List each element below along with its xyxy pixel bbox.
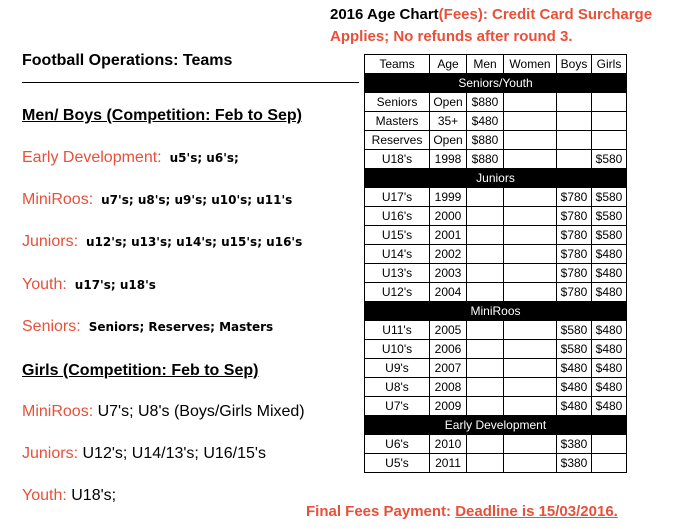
age-cell: 2009 [430,397,467,416]
title-divider [22,82,359,83]
boys-cell: $780 [557,245,592,264]
girls-cell [592,93,627,112]
page-title: Football Operations: Teams [22,52,233,69]
age-cell: 2011 [430,454,467,473]
girls-cell: $480 [592,264,627,283]
table-row [365,150,627,169]
category-label: MiniRoos: [22,191,94,208]
men-cell [467,397,504,416]
boys-cell: $580 [557,340,592,359]
girls-category-youth [22,487,116,505]
team-cell: Reserves [365,131,430,150]
women-cell [504,264,557,283]
girls-cell: $480 [592,359,627,378]
fees-note: (Fees): Credit Card Surcharge [438,6,653,23]
boys-category-seniors [22,318,273,336]
team-cell: U16's [365,207,430,226]
payment-label: Final Fees Payment: [306,503,456,520]
women-cell [504,188,557,207]
table-row [365,435,627,454]
column-header-women: Women [504,55,557,74]
men-cell [467,321,504,340]
category-label: Juniors: [22,233,79,250]
age-cell: 2003 [430,264,467,283]
men-cell: $480 [467,112,504,131]
women-cell [504,359,557,378]
table-row [365,454,627,473]
men-cell [467,226,504,245]
chart-title: 2016 Age Chart [330,6,439,23]
men-cell [467,435,504,454]
men-cell: $880 [467,150,504,169]
age-cell: 1999 [430,188,467,207]
section-row [365,74,627,93]
age-cell: 2002 [430,245,467,264]
boys-cell: $480 [557,359,592,378]
age-cell: 2007 [430,359,467,378]
boys-cell: $380 [557,454,592,473]
category-ages: Seniors; Reserves; Masters [88,320,274,334]
category-ages: u7's; u8's; u9's; u10's; u11's [101,193,293,207]
men-cell [467,207,504,226]
team-cell: U18's [365,150,430,169]
girls-cell: $480 [592,283,627,302]
column-header-boys: Boys [557,55,592,74]
category-label: MiniRoos: [22,403,94,420]
women-cell [504,226,557,245]
girls-category-miniroos [22,403,305,421]
women-cell [504,321,557,340]
table-row [365,112,627,131]
girls-cell: $580 [592,226,627,245]
boys-cell [557,112,592,131]
boys-cell: $780 [557,283,592,302]
boys-cell: $780 [557,264,592,283]
girls-cell: $580 [592,207,627,226]
table-row [365,131,627,150]
women-cell [504,112,557,131]
boys-cell: $480 [557,397,592,416]
boys-category-early-development [22,149,239,167]
team-cell: U6's [365,435,430,454]
payment-deadline-note [306,503,618,520]
boys-category-juniors [22,233,302,251]
women-cell [504,207,557,226]
men-cell [467,245,504,264]
girls-cell: $580 [592,188,627,207]
age-cell: 2010 [430,435,467,454]
boys-heading: Men/ Boys (Competition: Feb to Sep) [22,107,302,124]
table-row [365,283,627,302]
team-cell: U13's [365,264,430,283]
table-row [365,359,627,378]
table-row [365,340,627,359]
column-header-girls: Girls [592,55,627,74]
category-ages: u5's; u6's; [169,151,239,165]
section-row [365,169,627,188]
boys-cell [557,131,592,150]
girls-cell: $480 [592,378,627,397]
team-cell: U12's [365,283,430,302]
team-cell: U7's [365,397,430,416]
age-cell: 2005 [430,321,467,340]
age-cell: 2004 [430,283,467,302]
category-label: Juniors: [22,445,79,462]
girls-cell: $480 [592,397,627,416]
age-fee-table [364,54,627,473]
team-cell: Masters [365,112,430,131]
girls-cell: $480 [592,245,627,264]
women-cell [504,454,557,473]
boys-cell: $580 [557,321,592,340]
team-cell: U15's [365,226,430,245]
boys-cell: $380 [557,435,592,454]
category-ages: U12's; U14/13's; U16/15's [82,445,266,462]
section-title: Juniors [365,169,627,188]
team-cell: U17's [365,188,430,207]
table-header-row [365,55,627,74]
age-cell: 2008 [430,378,467,397]
girls-cell [592,435,627,454]
team-cell: U14's [365,245,430,264]
column-header-teams: Teams [365,55,430,74]
girls-cell: $480 [592,321,627,340]
category-label: Youth: [22,487,67,504]
section-row [365,416,627,435]
team-cell: Seniors [365,93,430,112]
women-cell [504,245,557,264]
category-label: Youth: [22,276,67,293]
table-row [365,245,627,264]
table-row [365,321,627,340]
women-cell [504,378,557,397]
boys-cell: $780 [557,207,592,226]
women-cell [504,93,557,112]
boys-category-miniroos [22,191,292,209]
girls-cell [592,131,627,150]
age-cell: 2006 [430,340,467,359]
men-cell [467,454,504,473]
section-title: Early Development [365,416,627,435]
column-header-age: Age [430,55,467,74]
age-cell: 1998 [430,150,467,169]
women-cell [504,283,557,302]
chart-heading-line1 [330,6,652,23]
section-row [365,302,627,321]
men-cell [467,264,504,283]
men-cell [467,378,504,397]
boys-cell: $780 [557,188,592,207]
women-cell [504,397,557,416]
chart-heading-line2: Applies; No refunds after round 3. [330,28,573,45]
table-row [365,226,627,245]
table-row [365,93,627,112]
age-cell: 2000 [430,207,467,226]
women-cell [504,131,557,150]
boys-category-youth [22,276,156,294]
team-cell: U11's [365,321,430,340]
girls-category-juniors [22,445,266,463]
men-cell [467,359,504,378]
girls-cell [592,454,627,473]
table-row [365,378,627,397]
men-cell: $880 [467,93,504,112]
girls-heading: Girls (Competition: Feb to Sep) [22,362,259,379]
age-cell: Open [430,131,467,150]
section-title: Seniors/Youth [365,74,627,93]
team-cell: U5's [365,454,430,473]
boys-cell: $480 [557,378,592,397]
women-cell [504,340,557,359]
deadline-text: Deadline is 15/03/2016. [455,503,618,520]
column-header-men: Men [467,55,504,74]
team-cell: U8's [365,378,430,397]
girls-cell: $480 [592,340,627,359]
age-cell: 35+ [430,112,467,131]
men-cell [467,188,504,207]
team-cell: U10's [365,340,430,359]
table-row [365,188,627,207]
table-row [365,397,627,416]
category-label: Seniors: [22,318,81,335]
boys-cell: $780 [557,226,592,245]
boys-cell [557,150,592,169]
category-ages: u12's; u13's; u14's; u15's; u16's [86,235,303,249]
girls-cell: $580 [592,150,627,169]
section-title: MiniRoos [365,302,627,321]
age-cell: 2001 [430,226,467,245]
category-ages: U18's; [71,487,117,504]
category-label: Early Development: [22,149,162,166]
women-cell [504,150,557,169]
men-cell: $880 [467,131,504,150]
girls-cell [592,112,627,131]
table-row [365,264,627,283]
team-cell: U9's [365,359,430,378]
men-cell [467,340,504,359]
women-cell [504,435,557,454]
men-cell [467,283,504,302]
category-ages: U7's; U8's (Boys/Girls Mixed) [97,403,305,420]
boys-cell [557,93,592,112]
table-body [365,74,627,473]
category-ages: u17's; u18's [74,278,156,292]
table-row [365,207,627,226]
age-cell: Open [430,93,467,112]
